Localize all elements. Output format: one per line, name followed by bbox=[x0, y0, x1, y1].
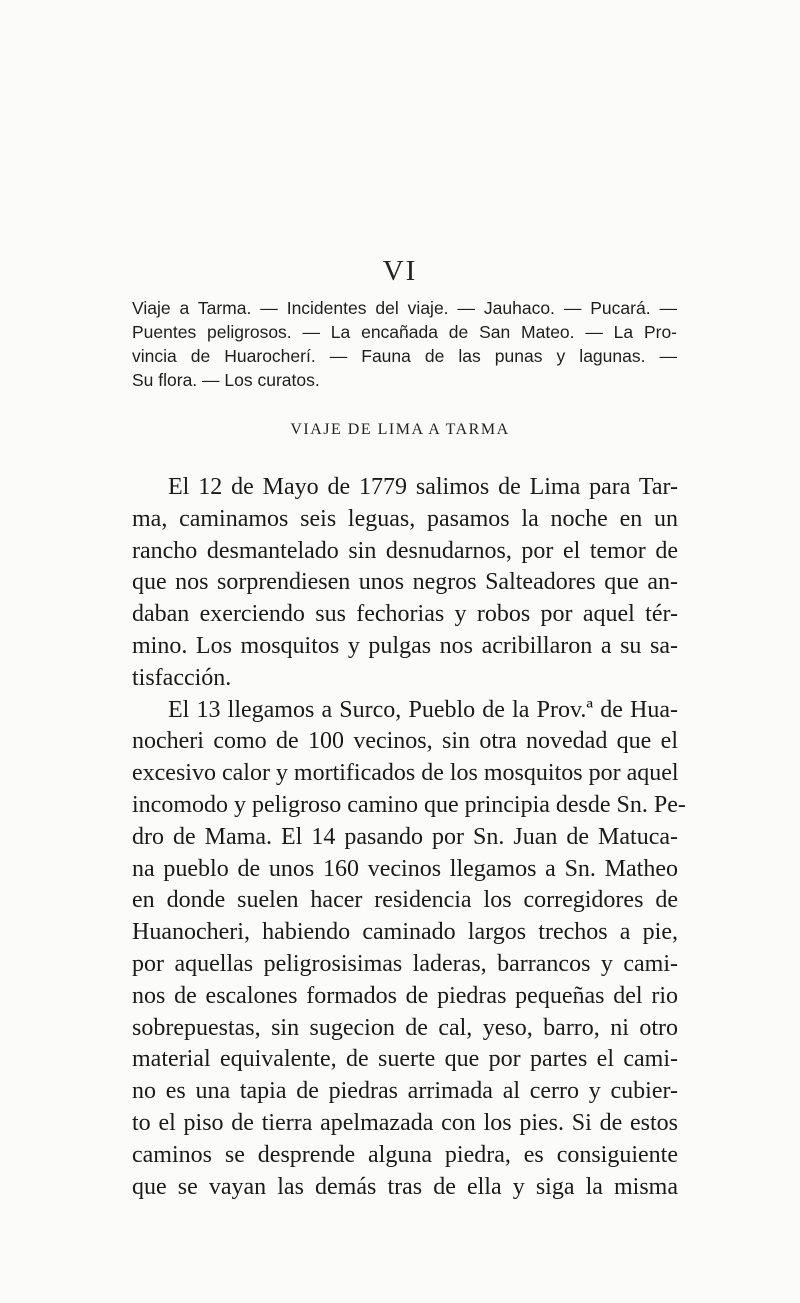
body-line: que se vayan las demás tras de ella y siga la misma bbox=[132, 1173, 678, 1200]
summary-line: Viaje a Tarma. — Incidentes del viaje. — Jauhaco. — Pucará. — bbox=[132, 298, 677, 318]
body-line: incomodo y peligroso camino que principia desde Sn. Pe- bbox=[132, 791, 686, 818]
body-line: nos de escalones formados de piedras pequeñas del rio bbox=[132, 982, 678, 1009]
body-line: caminos se desprende alguna piedra, es consiguiente bbox=[132, 1141, 678, 1168]
body-line: no es una tapia de piedras arrimada al cerro y cubier- bbox=[132, 1078, 678, 1105]
body-line: daban exerciendo sus fechorias y robos por aquel tér- bbox=[132, 601, 678, 628]
body-line: excesivo calor y mortificados de los mosquitos por aquel bbox=[132, 760, 679, 787]
summary-line: vincia de Huarocherí. — Fauna de las punas y lagunas. — bbox=[132, 346, 677, 366]
chapter-number: VI bbox=[382, 255, 418, 287]
chapter-summary bbox=[132, 296, 677, 392]
body-line: que nos sorprendiesen unos negros Salteadores que an- bbox=[132, 569, 678, 596]
body-line: ma, caminamos seis leguas, pasamos la noche en un bbox=[132, 505, 678, 532]
body-line: tisfacción. bbox=[132, 664, 232, 691]
body-line: to el piso de tierra apelmazada con los pies. Si de estos bbox=[132, 1109, 678, 1136]
body-line: nocheri como de 100 vecinos, sin otra novedad que el bbox=[132, 728, 678, 755]
body-line: sobrepuestas, sin sugecion de cal, yeso, barro, ni otro bbox=[132, 1014, 678, 1041]
body-line: mino. Los mosquitos y pulgas nos acribillaron a su sa- bbox=[132, 632, 678, 659]
body-line: por aquellas peligrosisimas laderas, barrancos y cami- bbox=[132, 950, 678, 977]
body-line: rancho desmantelado sin desnudarnos, por el temor de bbox=[132, 537, 678, 564]
summary-line: Puentes peligrosos. — La encañada de San Mateo. — La Pro- bbox=[132, 322, 677, 342]
body-line: en donde suelen hacer residencia los corregidores de bbox=[132, 887, 678, 914]
body-line: dro de Mama. El 14 pasando por Sn. Juan de Matuca- bbox=[132, 823, 678, 850]
body-text bbox=[132, 472, 686, 1203]
body-line: El 13 llegamos a Surco, Pueblo de la Prov.ª de Hua- bbox=[168, 696, 678, 723]
section-heading: VIAJE DE LIMA A TARMA bbox=[290, 421, 510, 438]
body-line: na pueblo de unos 160 vecinos llegamos a Sn. Matheo bbox=[132, 855, 678, 882]
summary-line: Su flora. — Los curatos. bbox=[132, 370, 320, 390]
body-line: El 12 de Mayo de 1779 salimos de Lima para Tar- bbox=[168, 474, 678, 500]
body-line: Huanocheri, habiendo caminado largos trechos a pie, bbox=[132, 919, 678, 946]
body-line: material equivalente, de suerte que por partes el cami- bbox=[132, 1046, 678, 1073]
